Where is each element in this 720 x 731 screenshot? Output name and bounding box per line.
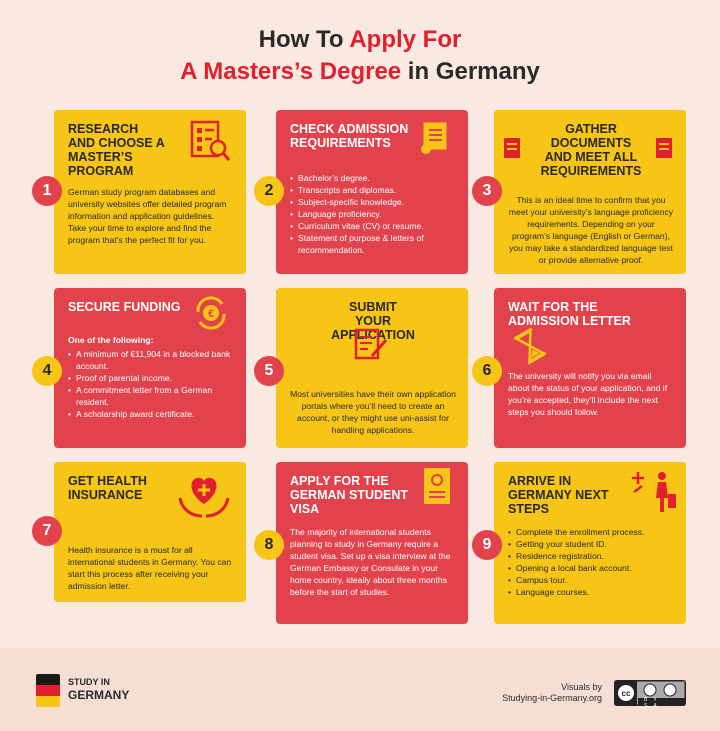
svg-text:€: € (207, 308, 215, 320)
step-9-number: 9 (472, 530, 502, 560)
step-4-list (68, 348, 234, 420)
step-5-number: 5 (254, 356, 284, 386)
step-3-number: 3 (472, 176, 502, 206)
logo-line-1: STUDY IN (68, 677, 110, 687)
title-part-1: How To (258, 26, 350, 53)
step-6-number: 6 (472, 356, 502, 386)
list-item: • Transcripts and diplomas. (290, 184, 456, 196)
step-1-title: RESEARCH AND CHOOSE A MASTER’S PROGRAM (68, 122, 165, 178)
heart-hands-icon (176, 466, 232, 522)
step-8-title: APPLY FOR THE GERMAN STUDENT VISA (290, 474, 409, 516)
visa-document-icon (416, 466, 456, 510)
step-7-title: GET HEALTH INSURANCE (68, 474, 147, 502)
step-card-5 (276, 288, 468, 448)
list-item: • Residence registration. (508, 550, 674, 562)
step-card-3 (494, 110, 686, 274)
step-1-number: 1 (32, 176, 62, 206)
step-7-text: Health insurance is a must for all international students in Germany. You can start this process after receiving your admission letter. (68, 545, 232, 591)
step-3-text: This is an ideal time to confirm that you meet your university’s language proficiency requirements. Depending on your program’s language (English or German), you may take a standardized language test or provide alternative proof. (508, 195, 674, 265)
step-card-6 (494, 288, 686, 448)
title-part-3: A Masters’s Degree (180, 58, 402, 85)
step-5-title: SUBMIT YOUR APPLICATION (331, 300, 415, 342)
step-1-text: German study program databases and university websites offer detailed program information and application guidelines. Take your time to explore and find the program that’s the perfect fit for you. (68, 187, 227, 245)
list-item: • Subject-specific knowledge. (290, 196, 456, 208)
title-part-4: in Germany (401, 58, 540, 85)
credit-line-2: Studying-in-Germany.org (502, 693, 602, 703)
page-title (0, 24, 720, 88)
credit-line-1: Visuals by (561, 682, 602, 692)
credit (502, 682, 602, 704)
hourglass-icon (510, 326, 550, 366)
logo-line-2: GERMANY (68, 688, 130, 702)
step-3-title: GATHER DOCUMENTS AND MEET ALL REQUIREMENTS (540, 122, 642, 178)
scroll-icon (418, 120, 452, 154)
traveler-icon (628, 468, 678, 514)
germany-flag-logo-icon (36, 674, 60, 707)
step-4-intro: One of the following: (68, 335, 154, 345)
list-item: • Proof of parental income. (68, 372, 234, 384)
list-item: • Language courses. (508, 586, 674, 598)
step-7-number: 7 (32, 516, 62, 546)
step-2-number: 2 (254, 176, 284, 206)
step-8-text: The majority of international students planning to study in Germany require a student visa. Set up a visa interview at the German Embassy or Consulate in your home country, ideally about three months before the start of studies. (290, 527, 451, 597)
creative-commons-badge (614, 680, 686, 709)
step-6-title: WAIT FOR THE ADMISSION LETTER (508, 300, 631, 328)
documents-icon (654, 136, 676, 162)
license-text: BY SA (644, 697, 663, 709)
list-item: • Language proficiency. (290, 208, 456, 220)
svg-text:cc: cc (621, 689, 631, 698)
step-5-text: Most universities have their own application portals where you’ll need to create an account, or they might use uni-assist for handling applications. (290, 389, 456, 435)
list-item: • Bachelor’s degree. (290, 172, 456, 184)
application-form-icon (352, 326, 390, 364)
logo-text (68, 676, 129, 702)
step-9-title: ARRIVE IN GERMANY NEXT STEPS (508, 474, 609, 516)
list-item: • A minimum of €11,904 in a blocked bank account. (68, 348, 234, 372)
step-4-number: 4 (32, 356, 62, 386)
list-item: • A scholarship award certificate. (68, 408, 234, 420)
step-9-list (508, 526, 674, 598)
list-item: • A commitment letter from a German resident. (68, 384, 234, 408)
step-4-title: SECURE FUNDING (68, 300, 181, 314)
step-8-number: 8 (254, 530, 284, 560)
list-item: • Campus tour. (508, 574, 674, 586)
list-item: • Getting your student ID. (508, 538, 674, 550)
step-6-text: The university will notify you via email about the status of your application, and if you’re accepted, they’ll include the next steps you should follow. (508, 371, 668, 417)
list-item: • Complete the enrollment process. (508, 526, 674, 538)
euro-cycle-icon (190, 292, 232, 334)
checklist-search-icon (188, 120, 232, 164)
list-item: • Opening a local bank account. (508, 562, 674, 574)
list-item: • Statement of purpose & letters of recommendation. (290, 232, 456, 256)
list-item: • Curriculum vitae (CV) or resume. (290, 220, 456, 232)
documents-icon (502, 136, 524, 162)
step-2-title: CHECK ADMISSION REQUIREMENTS (290, 122, 409, 150)
title-part-2: Apply For (349, 26, 462, 53)
step-2-list (290, 172, 456, 256)
footer (0, 648, 720, 731)
